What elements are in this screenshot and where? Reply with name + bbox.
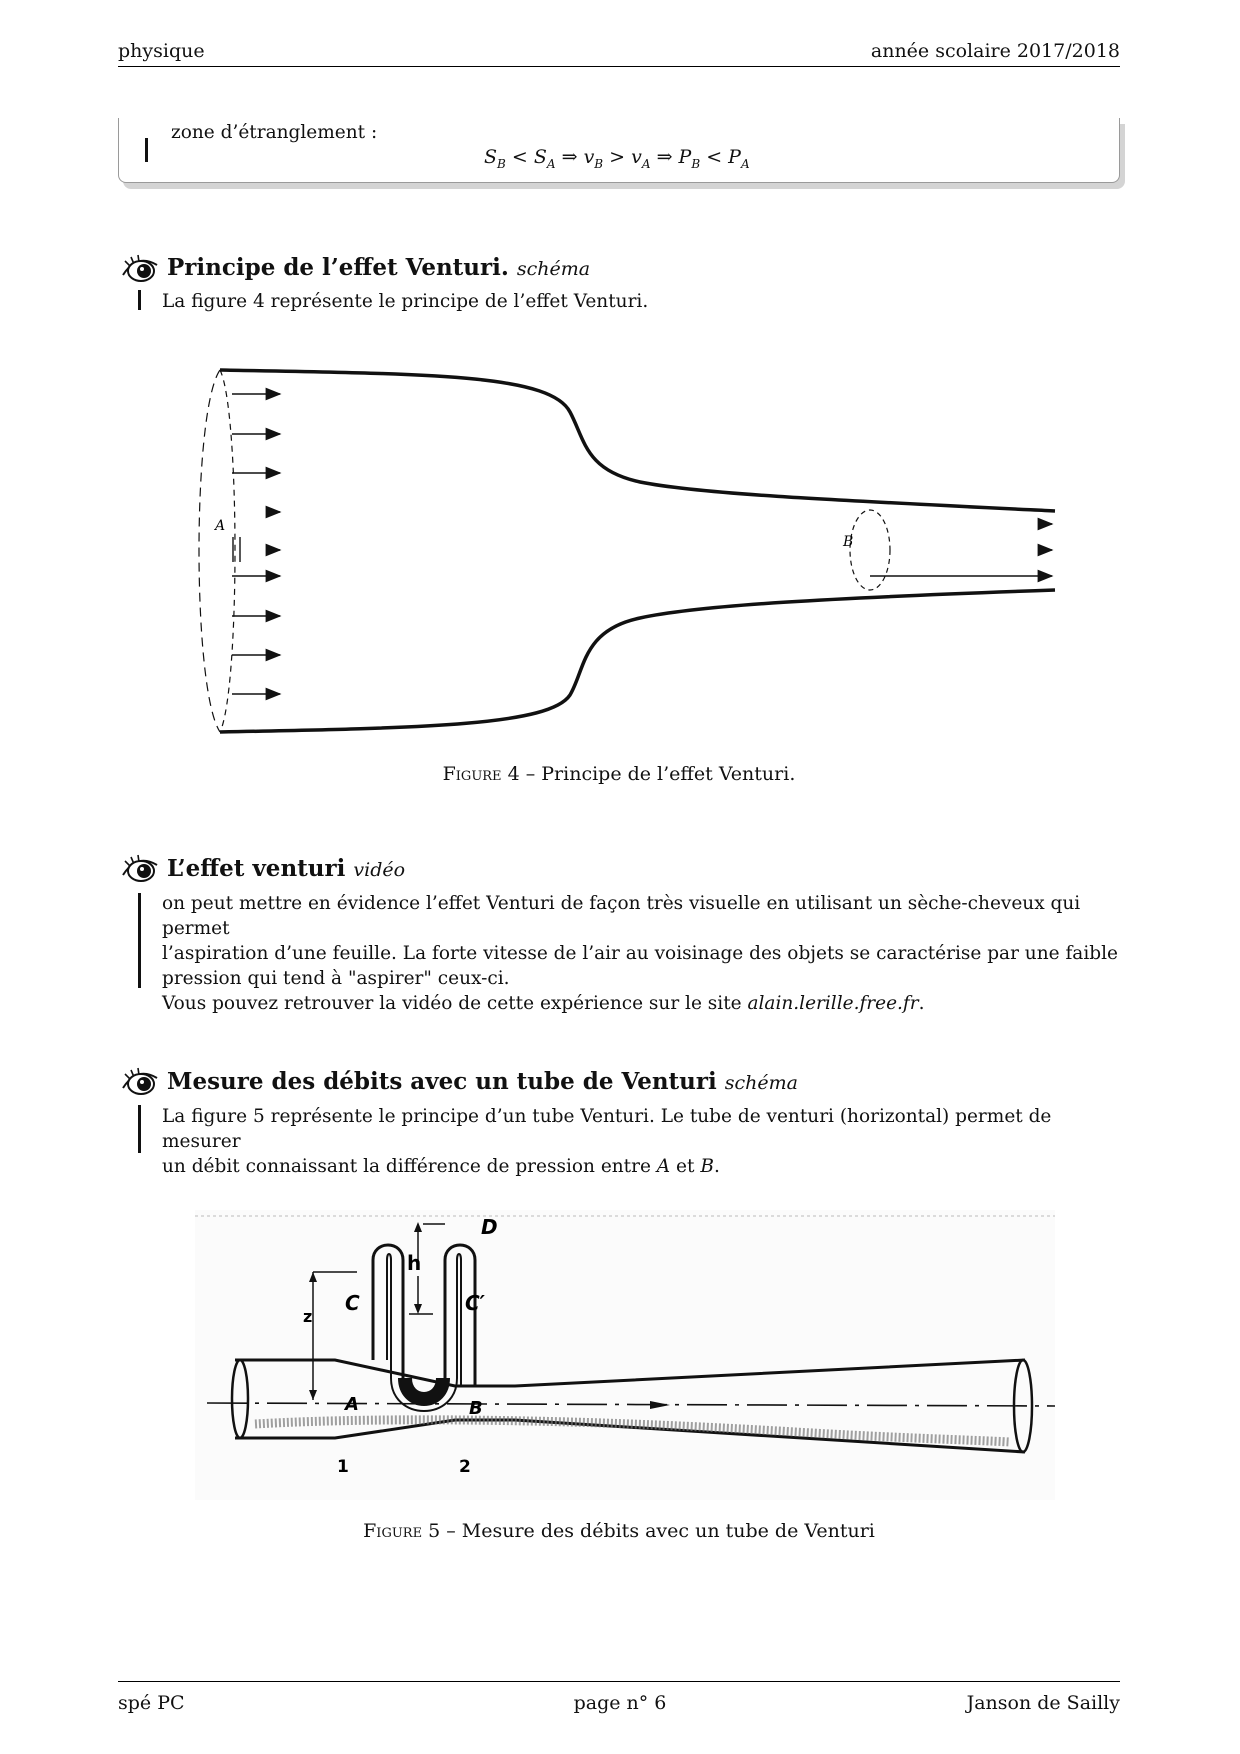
- tube-wall-top: [220, 370, 1055, 511]
- section-text-mesure: La figure 5 représente le principe d’un tube Venturi. Le tube de venturi (horizontal) permet de mesurer un débit connaissant la différence de pression entre A et B.: [162, 1106, 1052, 1177]
- section-bar-mesure: [138, 1105, 141, 1153]
- footer-left: spé PC: [118, 1692, 185, 1714]
- box-label: zone d’étranglement :: [171, 122, 378, 143]
- label-b: B: [469, 1398, 483, 1419]
- label-1: 1: [337, 1457, 349, 1477]
- footer-rule: [118, 1681, 1120, 1682]
- label-z: z: [303, 1307, 313, 1326]
- label-2: 2: [459, 1457, 471, 1477]
- figure-4-caption: Figure 4 – Principe de l’effet Venturi.: [442, 763, 796, 785]
- label-c-prime: C′: [465, 1291, 485, 1315]
- header-rule: [118, 66, 1120, 67]
- summary-box: [118, 118, 1120, 183]
- eye-icon: [121, 1066, 159, 1096]
- section-title-principe: Principe de l’effet Venturi. schéma: [167, 254, 591, 281]
- tube-wall-bottom: [220, 590, 1055, 732]
- label-c: C: [345, 1291, 360, 1315]
- section-text-effet: on peut mettre en évidence l’effet Venturi de façon très visuelle en utilisant un sèche-cheveux qui permet l’aspiration d’une feuille. La forte vitesse de l’air au voisinage des objets se caractérise par une faible pression qui tend à "aspirer" ceux-ci. Vous pouvez retrouver la vidéo de cette expérience sur le site alain.lerille.free.fr.: [162, 893, 1118, 1014]
- section-title-effet: L’effet venturi vidéo: [167, 855, 406, 882]
- label-h: h: [407, 1251, 422, 1275]
- footer-center: page n° 6: [573, 1692, 667, 1714]
- section-title-mesure: Mesure des débits avec un tube de Venturi schéma: [167, 1068, 798, 1095]
- label-d: D: [481, 1215, 498, 1239]
- box-bar: [145, 138, 148, 162]
- eye-icon: [121, 253, 159, 283]
- section-text-principe: La figure 4 représente le principe de l’effet Venturi.: [162, 291, 649, 312]
- source-link[interactable]: alain.lerille.free.fr: [747, 993, 919, 1014]
- figure-4-label-b: B: [843, 534, 854, 550]
- header-left: physique: [118, 40, 205, 62]
- section-bar-effet: [138, 893, 141, 988]
- header-right: année scolaire 2017/2018: [870, 40, 1120, 62]
- figure-5-venturi-tube: [195, 1210, 1055, 1500]
- footer-right: Janson de Sailly: [966, 1692, 1120, 1714]
- box-formula: $S_B < S_A$ ⇒ $v_B > v_A$ ⇒ $P_B < P_A$: [484, 146, 750, 171]
- label-a: A: [345, 1394, 359, 1415]
- figure-4-label-a: A: [215, 518, 226, 534]
- figure-4-venturi-schema: [180, 360, 1080, 740]
- figure-5-caption: Figure 5 – Mesure des débits avec un tube de Venturi: [363, 1520, 875, 1542]
- eye-icon: [121, 853, 159, 883]
- section-bar-principe: [138, 290, 141, 310]
